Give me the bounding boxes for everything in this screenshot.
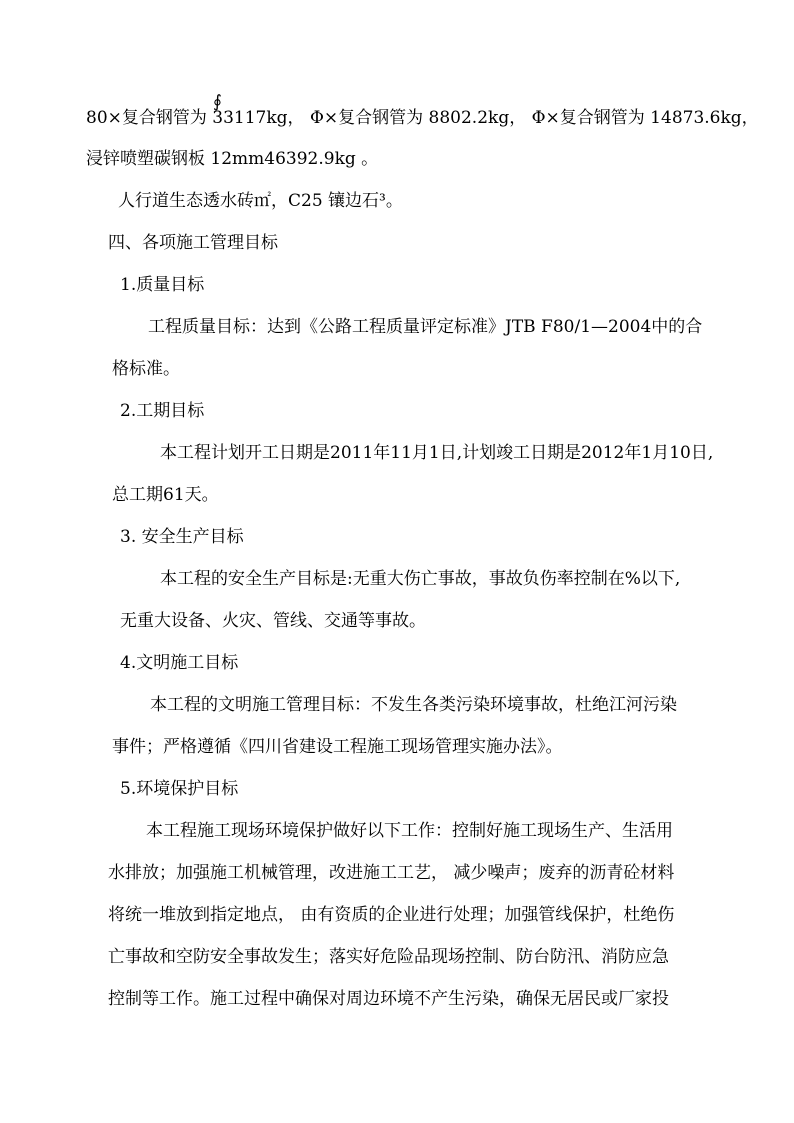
text-line-environment-1: 本工程施工现场环境保护做好以下工作：控制好施工现场生产、生活用 <box>146 821 673 841</box>
text-line-quality-2: 格标准。 <box>112 359 180 379</box>
text-line-safety-2: 无重大设备、火灾、管线、交通等事故。 <box>120 611 426 631</box>
subheading-safety-goal: 3. 安全生产目标 <box>120 527 244 547</box>
text-line-schedule-1: 本工程计划开工日期是2011年11月1日,计划竣工日期是2012年1月10日, <box>160 443 714 463</box>
text-line-environment-4: 亡事故和空防安全事故发生；落实好危险品现场控制、防台防汛、消防应急 <box>108 947 669 967</box>
text-line-environment-3: 将统一堆放到指定地点， 由有资质的企业进行处理；加强管线保护，杜绝伤 <box>108 905 675 925</box>
text-line-schedule-2: 总工期61天。 <box>112 485 219 505</box>
text-line-environment-5: 控制等工作。施工过程中确保对周边环境不产生污染，确保无居民或厂家投 <box>108 989 669 1009</box>
text-line-pavement: 人行道生态透水砖㎡，C25 镶边石³。 <box>118 191 403 211</box>
text-line-steel-pipes: 80×复合钢管为 33117kg， Φ×复合钢管为 8802.2kg， Φ×复合钢管为 14873.6kg， <box>86 108 759 128</box>
text-line-quality-1: 工程质量目标：达到《公路工程质量评定标准》JTB F80/1—2004中的合 <box>148 317 703 337</box>
text-line-civilized-1: 本工程的文明施工管理目标：不发生各类污染环境事故，杜绝江河污染 <box>150 695 677 715</box>
text-line-steel-plate: 浸锌喷塑碳钢板 12mm46392.9kg 。 <box>86 149 379 169</box>
subheading-civilized-goal: 4.文明施工目标 <box>120 653 239 673</box>
subheading-environment-goal: 5.环境保护目标 <box>120 779 239 799</box>
text-line-civilized-2: 事件；严格遵循《四川省建设工程施工现场管理实施办法》。 <box>112 737 563 757</box>
subheading-quality-goal: 1.质量目标 <box>120 275 205 295</box>
section-heading-management-goals: 四、各项施工管理目标 <box>108 233 278 253</box>
phi-symbol-mark: ∮ <box>213 92 222 112</box>
text-line-safety-1: 本工程的安全生产目标是:无重大伤亡事故，事故负伤率控制在%以下, <box>160 569 681 589</box>
subheading-schedule-goal: 2.工期目标 <box>120 401 205 421</box>
text-line-environment-2: 水排放；加强施工机械管理，改进施工工艺， 减少噪声；废弃的沥青砼材料 <box>108 863 675 883</box>
